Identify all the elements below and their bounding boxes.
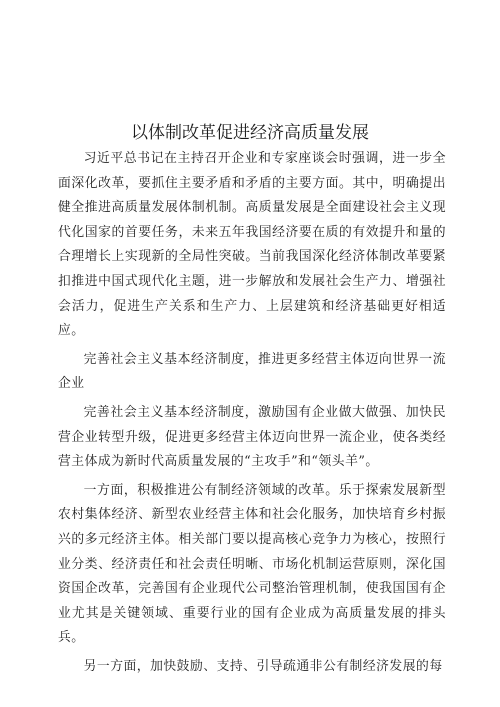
paragraph-basic-system: 完善社会主义基本经济制度，激励国有企业做大做强、加快民营企业转型升级，促进更多经营主体迈向世界一流企业，使各类经营主体成为新时代高质量发展的“主攻手”和“领头羊”。 (58, 404, 446, 470)
page-title: 以体制改革促进经济高质量发展 (131, 123, 369, 143)
paragraph-non-public-economy: 另一方面，加快鼓励、支持、引导疏通非公有制经济发展的每 (83, 658, 443, 674)
document-body (58, 147, 446, 683)
paragraph-public-economy: 一方面，积极推进公有制经济领域的改革。乐于探索发展新型农村集体经济、新型农业经营主体和社会化服务，加快培育乡村振兴的多元经济主体。相关部门要以提高核心竞争力为核心，按照行业分类、经济责任和社会责任明晰、市场化机制运营原则，深化国资国企改革，完善国有企业现代公司整治管理机制，使我国国有企业尤其是关键领域、重要行业的国有企业成为高质量发展的排头兵。 (58, 482, 446, 646)
paragraph-intro: 习近平总书记在主持召开企业和专家座谈会时强调，进一步全面深化改革，要抓住主要矛盾和矛盾的主要方面。其中，明确提出健全推进高质量发展体制机制。高质量发展是全面建设社会主义现代化国家的首要任务，未来五年我国经济要在质的有效提升和量的合理增长上实现新的全局性突破。当前我国深化经济体制改革要紧扣推进中国式现代化主题，进一步解放和发展社会生产力、增强社会活力，促进生产关系和生产力、上层建筑和经济基础更好相适应。 (58, 151, 446, 339)
section-heading: 完善社会主义基本经济制度，推进更多经营主体迈向世界一流企业 (58, 351, 446, 392)
